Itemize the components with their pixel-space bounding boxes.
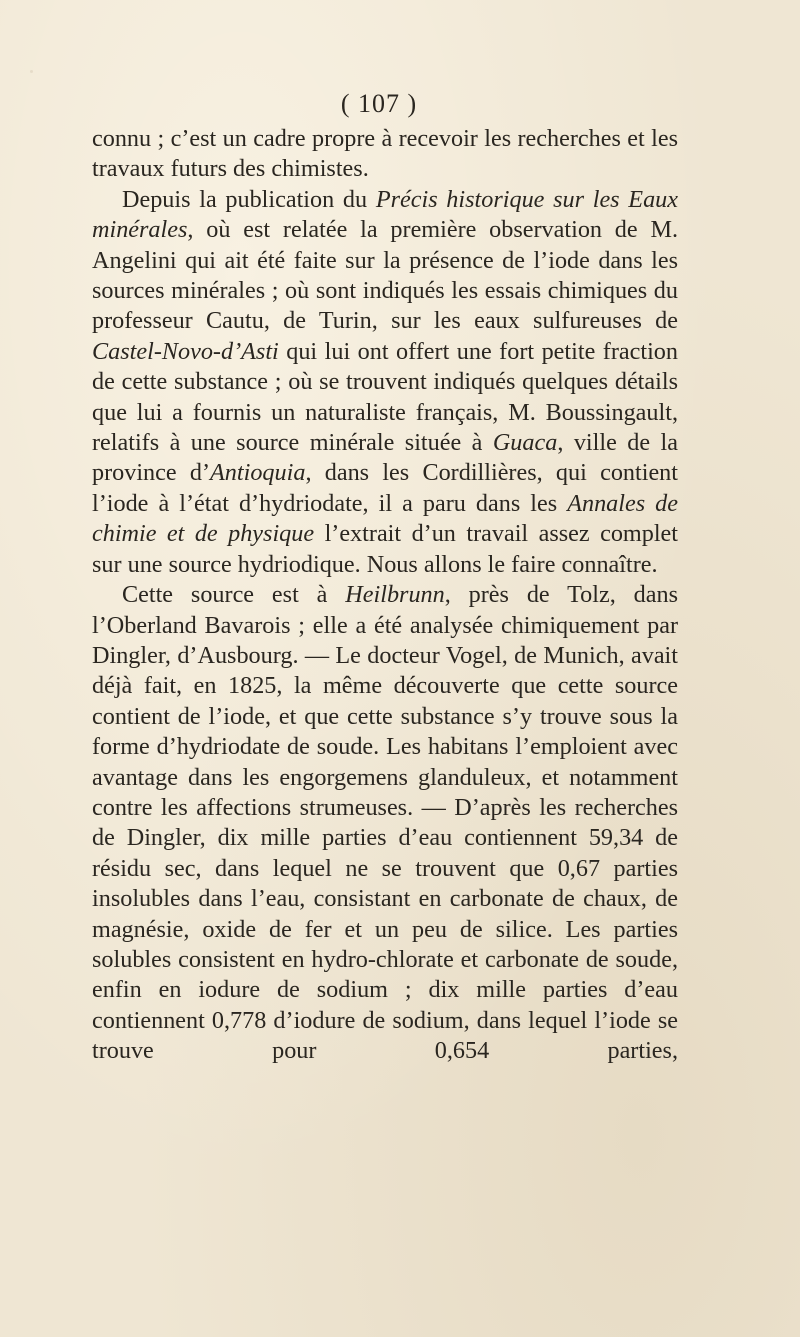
italic-title: Guaca bbox=[492, 429, 558, 457]
text-run: Cette source est à bbox=[122, 581, 346, 609]
page-number: ( 107 ) bbox=[340, 89, 418, 118]
paragraph bbox=[92, 580, 678, 1067]
italic-title: Annales de chimie et de physique bbox=[92, 489, 678, 548]
italic-title: Heilbrunn bbox=[345, 581, 445, 609]
text-run: , où est relatée la première observation de M. Angelini qui ait été faite sur la présence de l’iode dans les sources minérales ; où sont indiqués les essais chimiques du professeur Cautu, de Turin, sur les eaux sulfureuses de bbox=[92, 216, 678, 335]
paragraph bbox=[92, 185, 678, 580]
paper-stain bbox=[30, 70, 33, 73]
text-run: l’extrait d’un travail assez complet sur une source hydriodique. Nous allons le faire connaître. bbox=[92, 520, 678, 578]
text-run: , près de Tolz, dans l’Oberland Bavarois ; elle a été analysée chimiquement par Dingler, d’Ausbourg. — Le docteur Vogel, de Munich, avait déjà fait, en 1825, la même découverte que cette source contient de l’iode, et que cette substance s’y trouve sous la forme d’hydriodate de soude. Les habitans l’emploient avec avantage dans les engorgemens glanduleux, et notamment contre les affections strumeuses. — D’après les recherches de Dingler, dix mille parties d’eau contiennent 59,34 de résidu sec, dans lequel ne se trouvent que 0,67 parties insolubles dans l’eau, consistant en carbonate de chaux, de magnésie, oxide de fer et un peu de silice. Les parties solubles consistent en hydro-chlorate et carbonate de soude, enfin en iodure de sodium ; dix mille parties d’eau contiennent 0,778 d’iodure de sodium, dans lequel l’iode se trouve pour 0,654 parties, bbox=[92, 581, 678, 1065]
text-run: Depuis la publication du bbox=[122, 185, 376, 213]
text-run: , ville de la province d’ bbox=[92, 429, 678, 487]
text-run: qui lui ont offert une fort petite fraction de cette substance ; où se trouvent indiqués quelques détails que lui a fournis un naturaliste français, M. Boussingault, relatifs à une source minérale située à bbox=[92, 337, 678, 457]
body-text bbox=[92, 124, 678, 1067]
paragraph bbox=[92, 124, 678, 185]
book-page bbox=[92, 84, 678, 1067]
text-run: , dans les Cordillières, qui contient l’iode à l’état d’hydriodate, il a paru dans les bbox=[92, 459, 678, 517]
italic-title: Castel-Novo-d’Asti bbox=[92, 337, 279, 365]
text-run: connu ; c’est un cadre propre à recevoir les recherches et les travaux futurs des chimistes. bbox=[92, 125, 678, 183]
italic-title: Précis historique sur les Eaux minérales bbox=[92, 185, 678, 244]
italic-title: Antioquia bbox=[210, 459, 306, 487]
